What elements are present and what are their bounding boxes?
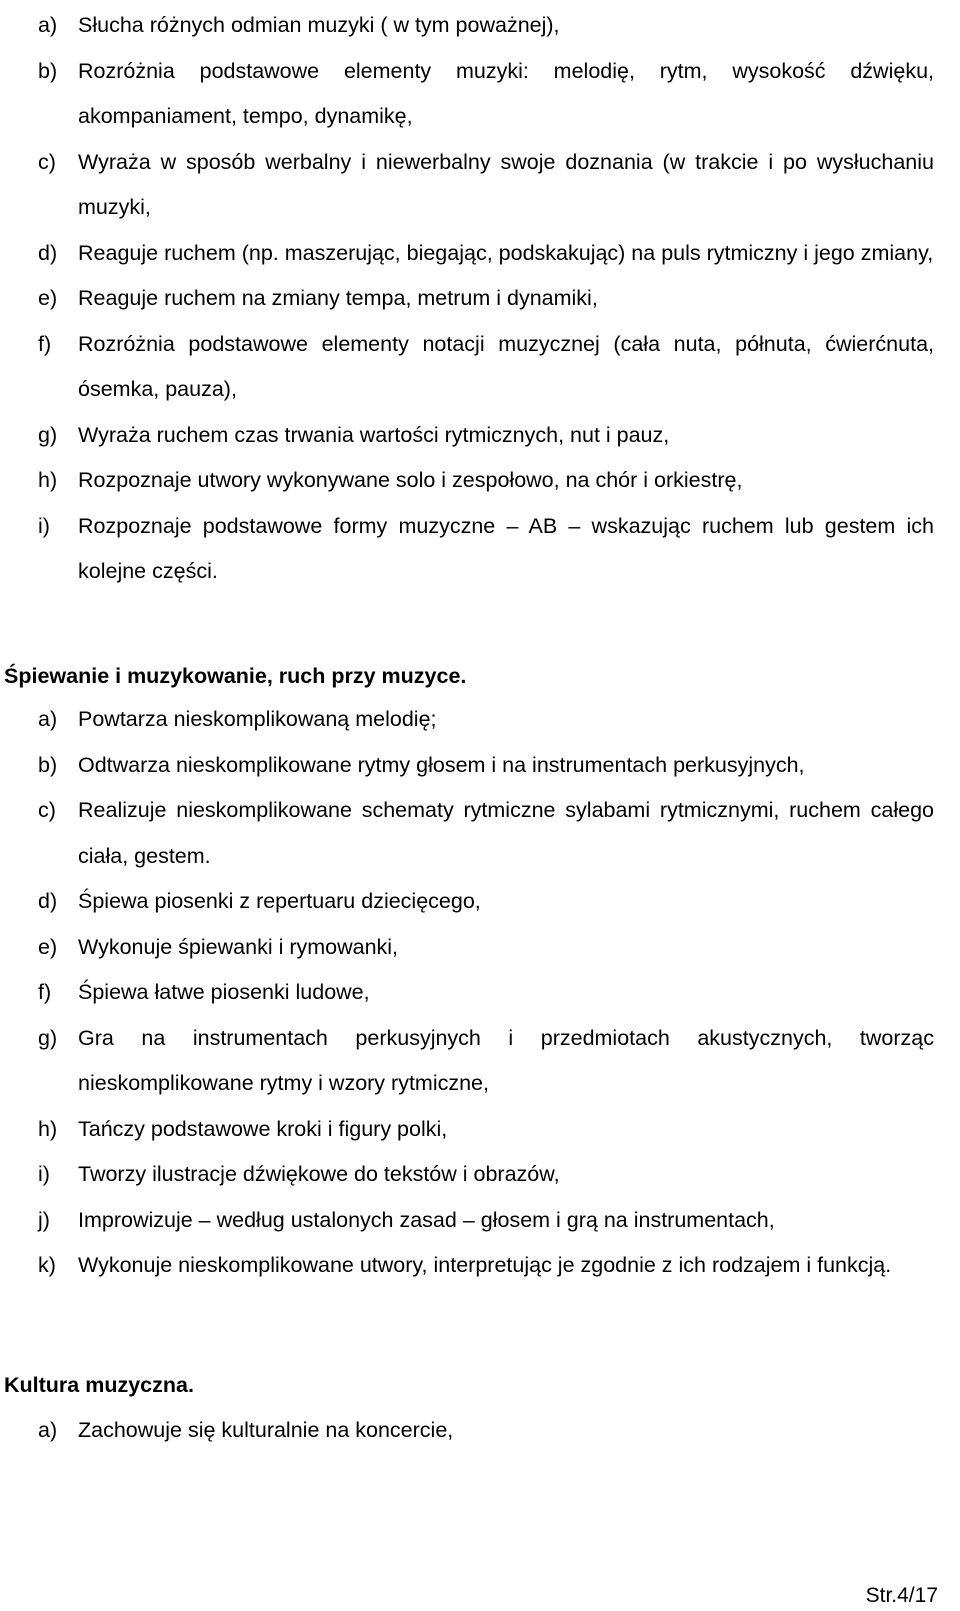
music-listening-list <box>38 3 934 595</box>
list-item-text: Wyraża w sposób werbalny i niewerbalny swoje doznania (w trakcie i po wysłuchaniu muzyki, <box>78 149 934 219</box>
list-item-marker: c) <box>38 149 56 174</box>
list-item <box>38 1107 934 1153</box>
page-number: Str.4/17 <box>865 1584 938 1607</box>
list-item-text: Rozróżnia podstawowe elementy notacji muzycznej (cała nuta, półnuta, ćwierćnuta, ósemka, pauza), <box>78 331 934 401</box>
list-item-marker: g) <box>38 422 58 447</box>
list-item-text: Improwizuje – według ustalonych zasad – głosem i grą na instrumentach, <box>78 1207 775 1232</box>
list-item <box>38 458 934 504</box>
list-item-text: Odtwarza nieskomplikowane rytmy głosem i na instrumentach perkusyjnych, <box>78 752 805 777</box>
list-item <box>38 49 934 140</box>
list-item <box>38 925 934 971</box>
list-item <box>38 788 934 879</box>
list-item <box>38 697 934 743</box>
list-item-marker: i) <box>38 1162 50 1186</box>
list-item-text: Rozpoznaje utwory wykonywane solo i zespołowo, na chór i orkiestrę, <box>78 468 743 492</box>
list-item-text: Tańczy podstawowe kroki i figury polki, <box>78 1116 448 1141</box>
list-item-text: Słucha różnych odmian muzyki ( w tym poważnej), <box>78 13 560 37</box>
section-heading-singing: Śpiewanie i muzykowanie, ruch przy muzyce. <box>4 664 467 688</box>
list-item-marker: e) <box>38 286 58 310</box>
list-item-marker: i) <box>38 513 50 538</box>
list-item-marker: j) <box>38 1207 50 1232</box>
list-item-text: Gra na instrumentach perkusyjnych i przedmiotach akustycznych, tworząc nieskomplikowane rytmy i wzory rytmiczne, <box>78 1025 934 1095</box>
list-item <box>38 322 934 413</box>
list-item-marker: e) <box>38 934 58 959</box>
list-item <box>38 413 934 459</box>
list-item-text: Śpiewa piosenki z repertuaru dziecięcego, <box>78 889 481 913</box>
list-item <box>38 140 934 231</box>
list-item-marker: b) <box>38 752 58 777</box>
list-item <box>38 1016 934 1107</box>
list-item-marker: b) <box>38 58 58 83</box>
list-item <box>38 1408 934 1454</box>
list-item-marker: h) <box>38 468 58 492</box>
section-heading-music-culture: Kultura muzyczna. <box>4 1373 194 1397</box>
list-item-text: Tworzy ilustracje dźwiękowe do tekstów i obrazów, <box>78 1162 560 1186</box>
music-culture-list <box>38 1408 934 1454</box>
list-item-text: Reaguje ruchem na zmiany tempa, metrum i dynamiki, <box>78 286 598 310</box>
list-item-marker: g) <box>38 1025 58 1050</box>
list-item <box>38 276 934 322</box>
list-item <box>38 504 934 595</box>
list-item <box>38 1198 934 1244</box>
list-item-marker: a) <box>38 707 58 731</box>
list-item-marker: a) <box>38 1418 58 1442</box>
list-item-text: Reaguje ruchem (np. maszerując, biegając, podskakując) na puls rytmiczny i jego zmiany, <box>78 240 934 265</box>
list-item-marker: f) <box>38 331 52 356</box>
list-item-text: Realizuje nieskomplikowane schematy rytmiczne sylabami rytmicznymi, ruchem całego ciała, gestem. <box>78 798 934 868</box>
list-item-text: Zachowuje się kulturalnie na koncercie, <box>78 1418 454 1442</box>
list-item-marker: a) <box>38 13 58 37</box>
list-item-marker: d) <box>38 240 58 265</box>
list-item <box>38 231 934 277</box>
list-item-marker: d) <box>38 889 58 913</box>
list-item-marker: f) <box>38 980 52 1004</box>
list-item-marker: h) <box>38 1116 58 1141</box>
list-item-text: Wykonuje nieskomplikowane utwory, interpretując je zgodnie z ich rodzajem i funkcją. <box>78 1253 892 1277</box>
list-item <box>38 1152 934 1198</box>
list-item <box>38 879 934 925</box>
list-item-text: Wykonuje śpiewanki i rymowanki, <box>78 934 399 959</box>
singing-music-making-list <box>38 697 934 1289</box>
list-item <box>38 1243 934 1289</box>
list-item <box>38 3 934 49</box>
list-item-text: Rozpoznaje podstawowe formy muzyczne – AB – wskazując ruchem lub gestem ich kolejne części. <box>78 513 934 583</box>
list-item-marker: c) <box>38 798 56 822</box>
list-item-text: Powtarza nieskomplikowaną melodię; <box>78 707 437 731</box>
list-item-text: Wyraża ruchem czas trwania wartości rytmicznych, nut i pauz, <box>78 422 670 447</box>
list-item-text: Rozróżnia podstawowe elementy muzyki: melodię, rytm, wysokość dźwięku, akompaniament, tempo, dynamikę, <box>78 58 934 128</box>
list-item <box>38 743 934 789</box>
list-item-text: Śpiewa łatwe piosenki ludowe, <box>78 980 370 1004</box>
list-item <box>38 970 934 1016</box>
list-item-marker: k) <box>38 1253 56 1277</box>
